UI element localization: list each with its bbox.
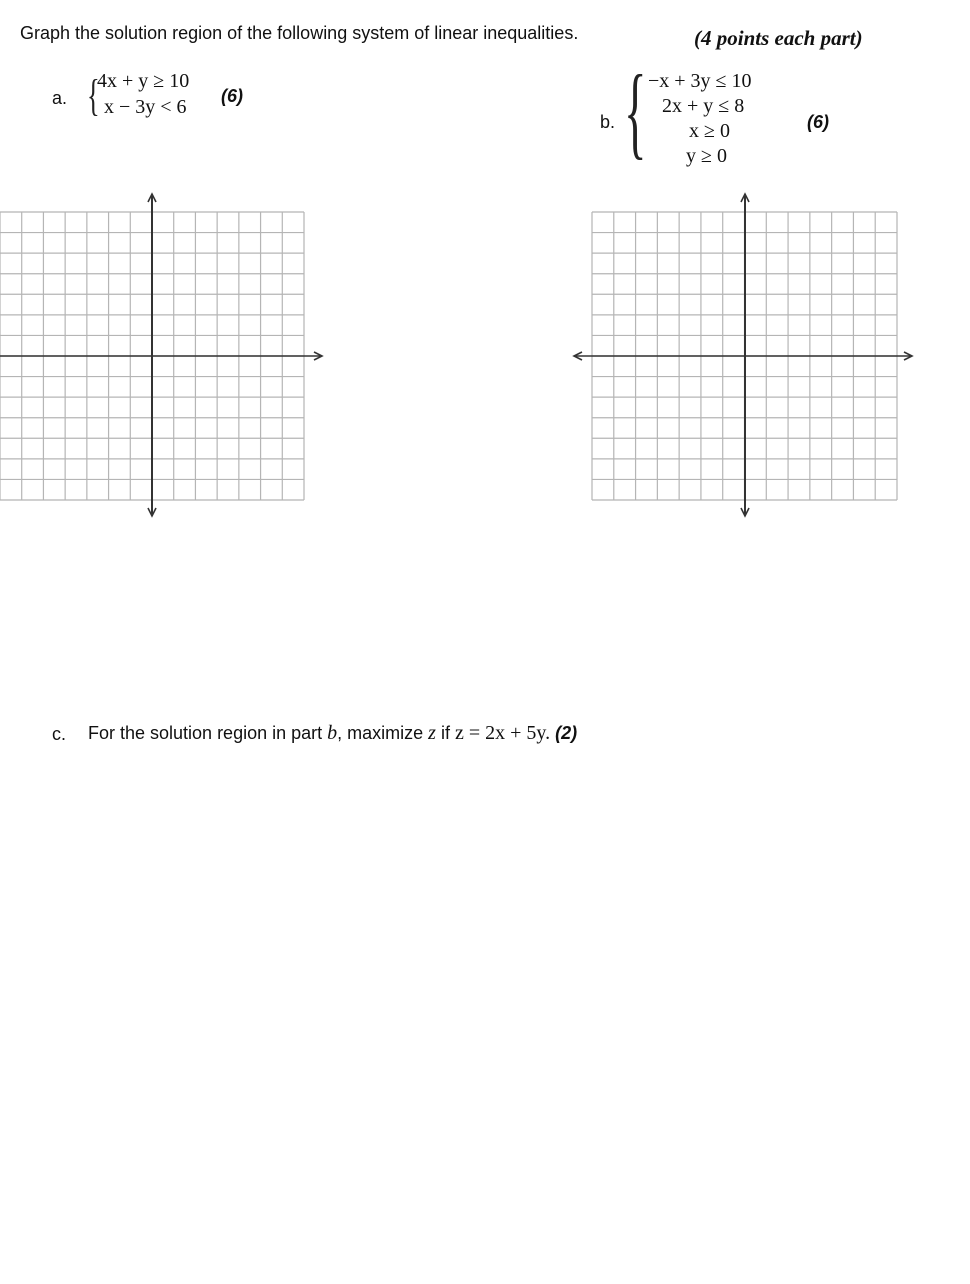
part-c-part-ref: b bbox=[327, 722, 338, 744]
part-a-brace: { bbox=[87, 71, 100, 120]
part-b-label: b. bbox=[600, 112, 616, 132]
instructions: Graph the solution region of the following system of linear inequalities. bbox=[20, 23, 579, 43]
part-c-label: c. bbox=[52, 724, 67, 744]
part-b-ineq-4: y ≥ 0 bbox=[686, 145, 727, 167]
part-c-text-1: For the solution region in part bbox=[88, 723, 328, 743]
part-c-question bbox=[88, 722, 577, 745]
part-b-brace: { bbox=[624, 54, 647, 169]
part-c-points: (2) bbox=[555, 723, 578, 743]
part-b-ineq-1: −x + 3y ≤ 10 bbox=[648, 70, 752, 92]
graph-b-coordinate-grid[interactable] bbox=[566, 190, 916, 520]
part-a-ineq-1: 4x + y ≥ 10 bbox=[97, 70, 190, 92]
part-a-points: (6) bbox=[221, 86, 243, 106]
part-b-ineq-3: x ≥ 0 bbox=[689, 120, 730, 142]
part-c-text-3: if bbox=[435, 723, 455, 743]
part-c-text-2: , maximize bbox=[337, 723, 429, 743]
part-b-points: (6) bbox=[807, 112, 829, 132]
part-b-ineq-2: 2x + y ≤ 8 bbox=[662, 95, 745, 117]
points-note: (4 points each part) bbox=[694, 26, 863, 50]
graph-a-coordinate-grid[interactable] bbox=[0, 190, 330, 520]
part-c-var: z bbox=[428, 722, 436, 744]
part-a-ineq-2: x − 3y < 6 bbox=[104, 96, 187, 118]
part-c-equation: z = 2x + 5y. bbox=[454, 722, 551, 744]
part-a-label: a. bbox=[52, 88, 68, 108]
